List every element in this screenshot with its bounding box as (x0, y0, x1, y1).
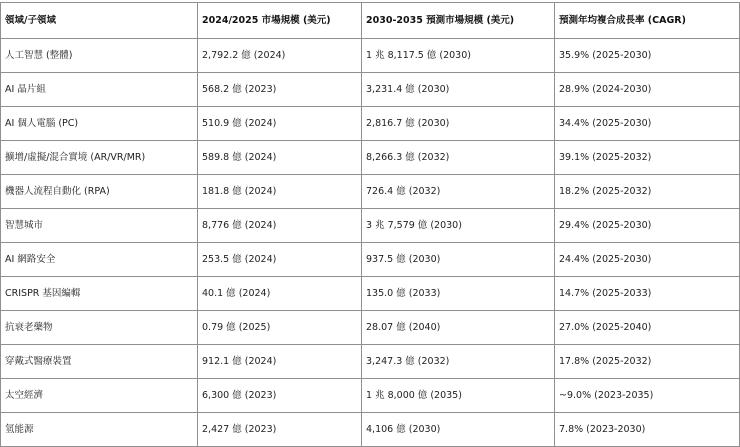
table-row (1, 413, 740, 447)
cell-domain: 智慧城市 (1, 209, 198, 243)
cell-current: 181.8 億 (2024) (198, 175, 362, 209)
cell-current: 912.1 億 (2024) (198, 345, 362, 379)
cell-current: 2,427 億 (2023) (198, 413, 362, 447)
cell-domain: AI 晶片組 (1, 73, 198, 107)
cell-forecast: 4,106 億 (2030) (362, 413, 555, 447)
header-row (1, 3, 740, 39)
cell-domain: 人工智慧 (整體) (1, 39, 198, 73)
header-domain: 領域/子領域 (1, 3, 198, 39)
cell-domain: 機器人流程自動化 (RPA) (1, 175, 198, 209)
cell-forecast: 135.0 億 (2033) (362, 277, 555, 311)
cell-cagr: 28.9% (2024-2030) (555, 73, 740, 107)
header-market-size-forecast: 2030-2035 預測市場規模 (美元) (362, 3, 555, 39)
table-row (1, 175, 740, 209)
header-market-size-current: 2024/2025 市場規模 (美元) (198, 3, 362, 39)
cell-current: 2,792.2 億 (2024) (198, 39, 362, 73)
cell-domain: 擴增/虛擬/混合實境 (AR/VR/MR) (1, 141, 198, 175)
cell-domain: 穿戴式醫療裝置 (1, 345, 198, 379)
cell-forecast: 726.4 億 (2032) (362, 175, 555, 209)
cell-cagr: 18.2% (2025-2032) (555, 175, 740, 209)
cell-forecast: 28.07 億 (2040) (362, 311, 555, 345)
cell-current: 253.5 億 (2024) (198, 243, 362, 277)
table-row (1, 141, 740, 175)
table-row (1, 277, 740, 311)
table-header (1, 3, 740, 39)
cell-forecast: 8,266.3 億 (2032) (362, 141, 555, 175)
cell-cagr: 17.8% (2025-2032) (555, 345, 740, 379)
cell-current: 40.1 億 (2024) (198, 277, 362, 311)
cell-current: 8,776 億 (2024) (198, 209, 362, 243)
cell-forecast: 1 兆 8,000 億 (2035) (362, 379, 555, 413)
table-body (1, 39, 740, 447)
cell-cagr: 34.4% (2025-2030) (555, 107, 740, 141)
cell-cagr: 39.1% (2025-2032) (555, 141, 740, 175)
cell-current: 568.2 億 (2023) (198, 73, 362, 107)
cell-forecast: 937.5 億 (2030) (362, 243, 555, 277)
cell-cagr: ~9.0% (2023-2035) (555, 379, 740, 413)
table-row (1, 107, 740, 141)
table-row (1, 311, 740, 345)
cell-current: 0.79 億 (2025) (198, 311, 362, 345)
table-row (1, 209, 740, 243)
cell-forecast: 3,231.4 億 (2030) (362, 73, 555, 107)
cell-cagr: 14.7% (2025-2033) (555, 277, 740, 311)
cell-domain: 氫能源 (1, 413, 198, 447)
cell-forecast: 3 兆 7,579 億 (2030) (362, 209, 555, 243)
cell-cagr: 29.4% (2025-2030) (555, 209, 740, 243)
table-row (1, 345, 740, 379)
cell-cagr: 7.8% (2023-2030) (555, 413, 740, 447)
cell-domain: CRISPR 基因編輯 (1, 277, 198, 311)
cell-domain: AI 網路安全 (1, 243, 198, 277)
cell-domain: 太空經濟 (1, 379, 198, 413)
cell-domain: AI 個人電腦 (PC) (1, 107, 198, 141)
table-row (1, 39, 740, 73)
market-size-table (0, 2, 740, 447)
cell-cagr: 24.4% (2025-2030) (555, 243, 740, 277)
table-row (1, 73, 740, 107)
cell-current: 589.8 億 (2024) (198, 141, 362, 175)
cell-forecast: 3,247.3 億 (2032) (362, 345, 555, 379)
cell-forecast: 1 兆 8,117.5 億 (2030) (362, 39, 555, 73)
cell-forecast: 2,816.7 億 (2030) (362, 107, 555, 141)
cell-cagr: 27.0% (2025-2040) (555, 311, 740, 345)
cell-domain: 抗衰老藥物 (1, 311, 198, 345)
header-cagr: 預測年均複合成長率 (CAGR) (555, 3, 740, 39)
cell-cagr: 35.9% (2025-2030) (555, 39, 740, 73)
table-row (1, 243, 740, 277)
cell-current: 6,300 億 (2023) (198, 379, 362, 413)
cell-current: 510.9 億 (2024) (198, 107, 362, 141)
table-row (1, 379, 740, 413)
